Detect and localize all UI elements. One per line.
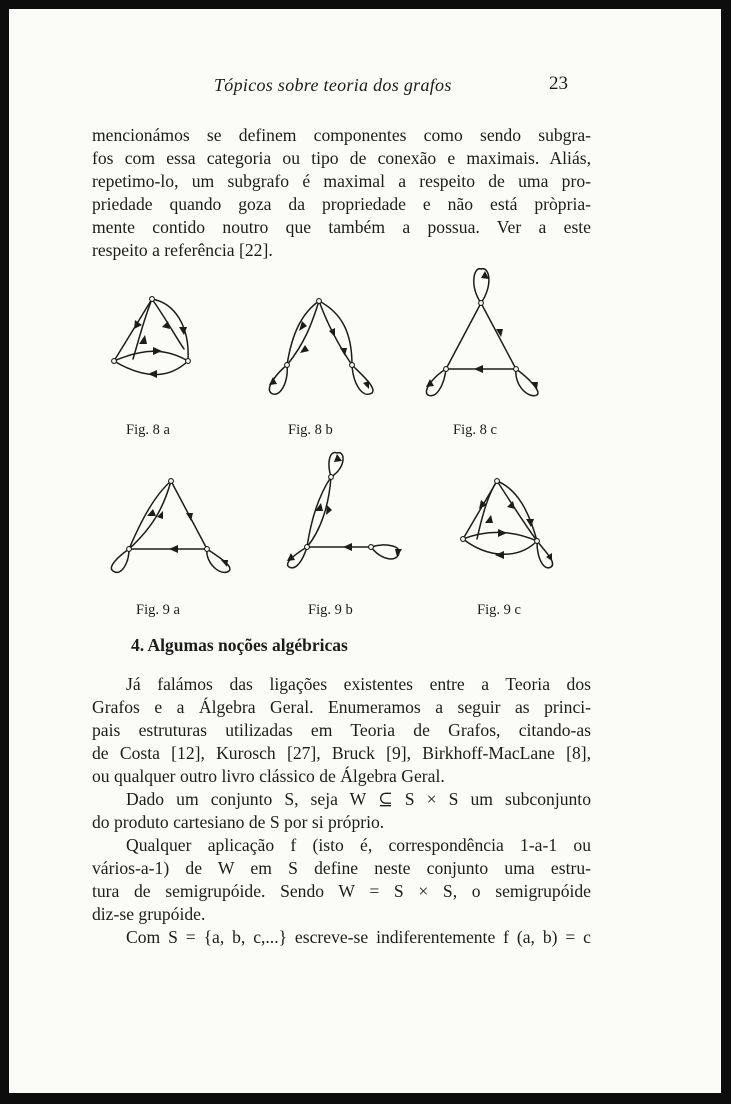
section-paragraph-3 (92, 834, 591, 926)
text-line: diz-se grupóide. (92, 904, 206, 924)
figure-9b-graph (271, 445, 411, 580)
figure-9c-graph (449, 471, 564, 581)
text-line: ou qualquer outro livro clássico de Álgebra Geral. (92, 766, 445, 786)
figure-8c-graph (414, 261, 549, 401)
figure-8a-caption: Fig. 8 a (126, 421, 170, 438)
figure-9a-graph (99, 471, 239, 581)
section-paragraph-4 (92, 926, 591, 949)
running-title: Tópicos sobre teoria dos grafos (214, 75, 452, 95)
text-line: priedade quando goza da propriedade e não está pròpria- (92, 194, 591, 214)
section-heading: 4. Algumas noções algébricas (131, 635, 348, 655)
text-line: Grafos e a Álgebra Geral. Enumeramos a seguir as princi- (92, 697, 591, 717)
intro-paragraph (92, 124, 591, 262)
text-line: vários-a-1) de W em S define neste conjunto uma estru- (92, 858, 591, 878)
section-paragraph-2 (92, 788, 591, 834)
text-line: Dado um conjunto S, seja W ⊆ S × S um subconjunto (126, 789, 591, 809)
text-line: pais estruturas utilizadas em Teoria de Grafos, citando-as (92, 720, 591, 740)
figure-9c-caption: Fig. 9 c (477, 601, 521, 618)
figure-8c-caption: Fig. 8 c (453, 421, 497, 438)
text-line: Já falámos das ligações existentes entre a Teoria dos (126, 674, 591, 694)
text-line: mencionámos se definem componentes como sendo subgra- (92, 125, 591, 145)
text-line: de Costa [12], Kurosch [27], Bruck [9], Birkhoff-MacLane [8], (92, 743, 591, 763)
text-line: fos com essa categoria ou tipo de conexão e maximais. Aliás, (92, 148, 591, 168)
figure-8a-graph (104, 289, 204, 384)
text-line: tura de semigrupóide. Sendo W = S × S, o semigrupóide (92, 881, 591, 901)
page-number: 23 (549, 73, 568, 94)
figure-8b-graph (257, 293, 387, 403)
figure-9a-caption: Fig. 9 a (136, 601, 180, 618)
text-line: mente contido noutro que também a possua. Ver a este (92, 217, 591, 237)
figure-9b-caption: Fig. 9 b (308, 601, 353, 618)
book-page (9, 9, 721, 1093)
text-line: Com S = {a, b, c,...} escreve-se indiferentemente f (a, b) = c (126, 927, 591, 947)
section-paragraph-1 (92, 673, 591, 788)
text-line: Qualquer aplicação f (isto é, correspondência 1-a-1 ou (126, 835, 591, 855)
figure-8b-caption: Fig. 8 b (288, 421, 333, 438)
text-line: repetimo-lo, um subgrafo é maximal a respeito de uma pro- (92, 171, 591, 191)
text-line: do produto cartesiano de S por si próprio. (92, 812, 385, 832)
text-line: respeito a referência [22]. (92, 240, 273, 260)
